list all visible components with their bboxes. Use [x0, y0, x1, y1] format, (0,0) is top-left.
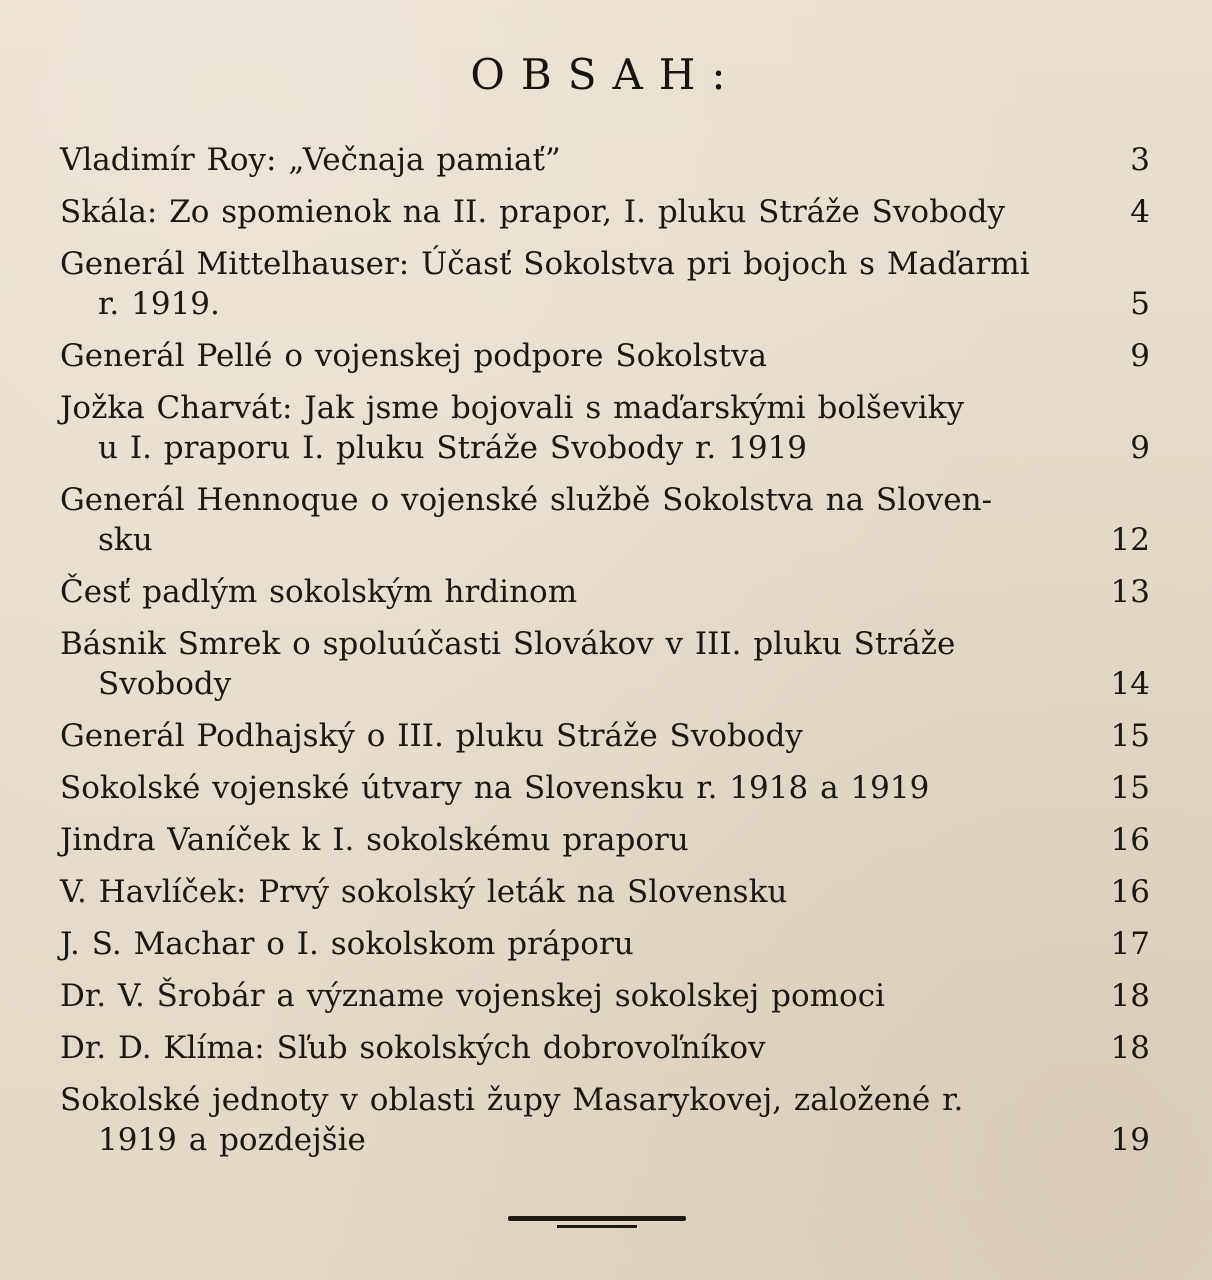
- toc-entry-text: [60, 872, 1086, 912]
- toc-entry-page: 15: [1110, 718, 1150, 754]
- toc-entry: [60, 872, 1150, 912]
- toc-entry-continuation: sku: [98, 522, 153, 558]
- toc-entry-text: [60, 924, 1086, 964]
- toc-entry-text: [60, 572, 1086, 612]
- toc-entry-page: 9: [1130, 430, 1150, 466]
- table-of-contents: [60, 140, 1150, 1172]
- toc-entry: [60, 1028, 1150, 1068]
- toc-entry-text: [60, 244, 1086, 324]
- toc-entry: [60, 624, 1150, 704]
- toc-entry-page: 13: [1110, 574, 1150, 610]
- toc-entry-title: J. S. Machar o I. sokolskom práporu: [60, 926, 634, 962]
- toc-entry-text: [60, 336, 1086, 376]
- toc-entry: [60, 140, 1150, 180]
- toc-entry: [60, 336, 1150, 376]
- toc-entry-title: Generál Pellé o vojenskej podpore Sokolstva: [60, 338, 767, 374]
- toc-entry: [60, 768, 1150, 808]
- toc-entry-page: 9: [1130, 338, 1150, 374]
- toc-entry-title: Dr. D. Klíma: Sľub sokolských dobrovoľníkov: [60, 1030, 766, 1066]
- toc-entry: [60, 820, 1150, 860]
- toc-entry-page: 12: [1110, 522, 1150, 558]
- toc-entry-page: 16: [1110, 874, 1150, 910]
- toc-entry-text: [60, 480, 1086, 560]
- toc-entry: [60, 244, 1150, 324]
- toc-entry-page: 17: [1110, 926, 1150, 962]
- toc-entry: [60, 976, 1150, 1016]
- toc-entry-page: 18: [1110, 1030, 1150, 1066]
- toc-entry-page: 4: [1130, 194, 1150, 230]
- toc-entry-text: [60, 1028, 1086, 1068]
- toc-entry-title: Generál Podhajský o III. pluku Stráže Svobody: [60, 718, 803, 754]
- toc-entry-title: Vladimír Roy: „Večnaja pamiať”: [60, 142, 561, 178]
- page-title: OBSAH:: [470, 50, 742, 99]
- toc-entry-page: 3: [1130, 142, 1150, 178]
- toc-entry: [60, 924, 1150, 964]
- toc-entry-text: [60, 1080, 1086, 1160]
- toc-entry-text: [60, 976, 1086, 1016]
- toc-entry-text: [60, 624, 1086, 704]
- toc-entry: [60, 716, 1150, 756]
- toc-entry-continuation: Svobody: [98, 666, 232, 702]
- toc-entry-title: Sokolské vojenské útvary na Slovensku r. 1918 a 1919: [60, 770, 930, 806]
- toc-entry-title: V. Havlíček: Prvý sokolský leták na Slovensku: [60, 874, 788, 910]
- toc-entry: [60, 480, 1150, 560]
- toc-entry-page: 19: [1110, 1122, 1150, 1158]
- toc-entry: [60, 192, 1150, 232]
- toc-entry-title: Česť padlým sokolským hrdinom: [60, 574, 578, 610]
- toc-entry-continuation: r. 1919.: [98, 286, 220, 322]
- toc-entry: [60, 1080, 1150, 1160]
- decorative-end-rule: [508, 1216, 686, 1228]
- rule-line-thin: [557, 1225, 637, 1228]
- toc-entry-text: [60, 820, 1086, 860]
- toc-entry-page: 15: [1110, 770, 1150, 806]
- toc-entry-page: 14: [1110, 666, 1150, 702]
- toc-entry-page: 18: [1110, 978, 1150, 1014]
- toc-entry-title: Generál Mittelhauser: Účasť Sokolstva pri bojoch s Maďarmi: [60, 246, 1030, 282]
- toc-entry-title: Jožka Charvát: Jak jsme bojovali s maďarskými bolševiky: [60, 390, 964, 426]
- toc-entry-title: Básnik Smrek o spoluúčasti Slovákov v III. pluku Stráže: [60, 626, 956, 662]
- toc-entry-continuation: 1919 a pozdejšie: [98, 1122, 366, 1158]
- toc-entry-title: Sokolské jednoty v oblasti župy Masarykovej, založené r.: [60, 1082, 964, 1118]
- toc-entry-text: [60, 192, 1086, 232]
- toc-entry-title: Dr. V. Šrobár a význame vojenskej sokolskej pomoci: [60, 978, 885, 1014]
- toc-entry-text: [60, 768, 1086, 808]
- toc-entry-page: 5: [1130, 286, 1150, 322]
- toc-entry-page: 16: [1110, 822, 1150, 858]
- toc-entry-text: [60, 716, 1086, 756]
- toc-entry-title: Jindra Vaníček k I. sokolskému praporu: [60, 822, 689, 858]
- toc-entry: [60, 572, 1150, 612]
- toc-entry-title: Skála: Zo spomienok na II. prapor, I. pluku Stráže Svobody: [60, 194, 1005, 230]
- toc-entry-text: [60, 388, 1086, 468]
- toc-entry: [60, 388, 1150, 468]
- toc-entry-text: [60, 140, 1086, 180]
- rule-line-thick: [508, 1216, 686, 1221]
- toc-entry-title: Generál Hennoque o vojenské službě Sokolstva na Sloven-: [60, 482, 993, 518]
- toc-entry-continuation: u I. praporu I. pluku Stráže Svobody r. 1919: [98, 430, 808, 466]
